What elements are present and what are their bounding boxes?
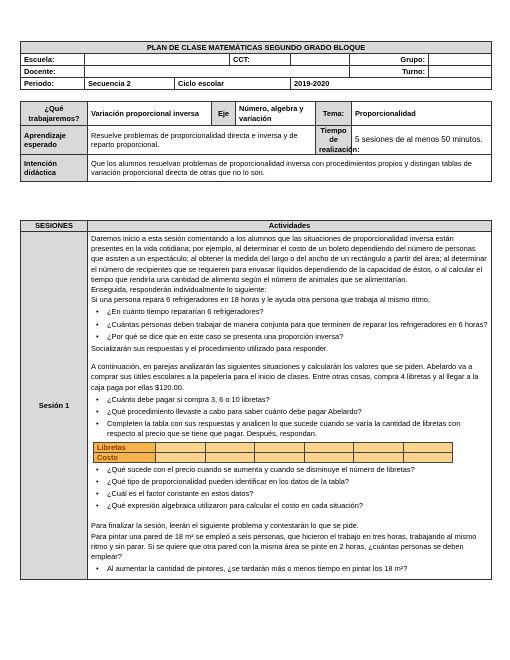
grupo-label: Grupo: — [350, 54, 429, 66]
table-cell[interactable] — [304, 442, 354, 452]
tiempo-label: Tiempo de realización: — [316, 126, 352, 155]
ciclo-value: 2019-2020 — [291, 78, 492, 90]
list-item: • ¿Qué expresión algebraica utilizaron para calcular el costo en cada situación? — [107, 501, 488, 511]
cct-value[interactable] — [291, 54, 350, 66]
docente-label: Docente: — [21, 66, 85, 78]
costo-label: Costo — [94, 452, 156, 462]
list-item: • ¿En cuánto tiempo repararían 6 refrigeradores? — [107, 307, 488, 317]
list-item: • ¿Cuánto debe pagar si compra 3, 6 o 10 libretas? — [107, 395, 488, 405]
question-list-1 — [91, 307, 488, 342]
parejas-paragraph: A continuación, en parejas analizarán las siguientes situaciones y calcularán los valores que se piden. Abelardo va a comprar sus útiles escolares a la papelería para el inicio de clases. Entre otras cosas, compra 4 libretas y al llegar a la caja paga por ellas $120.00. — [91, 362, 479, 392]
problem-1-text: Si una persona repara 6 refrigeradores en 18 horas y le ayuda otra persona que trabaja al mismo ritmo, — [91, 295, 430, 305]
session-1-label: Sesión 1 — [21, 232, 88, 580]
table-cell[interactable] — [156, 442, 206, 452]
list-item: • ¿Cuántas personas deben trabajar de manera conjunta para que terminen de reparar los refrigeradores en 6 horas? — [107, 320, 488, 330]
cct-label: CCT: — [230, 54, 291, 66]
table-cell[interactable] — [354, 442, 404, 452]
list-item: • ¿Cuál es el factor constante en estos datos? — [107, 489, 488, 499]
list-item: • ¿Qué procedimiento llevaste a cabo para saber cuánto debe pagar Abelardo? — [107, 407, 488, 417]
libretas-label: Libretas — [94, 442, 156, 452]
socializar-text: Socializarán sus respuestas y el procedimiento utilizado para responder. — [91, 344, 329, 354]
aprendizaje-label: Aprendizaje esperado — [21, 126, 88, 155]
eje-value: Número, algebra y variación — [236, 102, 316, 126]
session-1-activities — [88, 232, 492, 580]
table-cell[interactable] — [255, 452, 305, 462]
enseguida-text: Enseguida, responderán individualmente lo siguiente: — [91, 285, 267, 295]
table-cell[interactable] — [205, 452, 255, 462]
escuela-label: Escuela: — [21, 54, 85, 66]
table-cell[interactable] — [403, 442, 453, 452]
table-cell[interactable] — [156, 452, 206, 462]
secuencia-value: Secuencia 2 — [85, 78, 175, 90]
list-item: • Al aumentar la cantidad de pintores, ¿se tardarán más o menos tiempo en pintar los 18 m²? — [107, 564, 488, 574]
que-value: Variación proporcional inversa — [88, 102, 212, 126]
sessions-table — [20, 220, 492, 580]
header-table — [20, 41, 492, 90]
final-intro: Para finalizar la sesión, leerán el siguiente problema y contestarán lo que se pide. — [91, 521, 359, 531]
list-item: • Completen la tabla con sus respuestas y analicen lo que sucede cuando se varía la cantidad de libretas con respecto al precio que se tiene que pagar. Después, respondan. — [107, 419, 488, 439]
intencion-value: Que los alumnos resuelvan problemas de proporcionalidad inversa con procedimientos propios y distingan tablas de variación proporcional directa de otras que no lo son. — [88, 155, 492, 182]
libretas-costo-table — [93, 442, 453, 463]
actividades-header: Actividades — [88, 221, 492, 232]
question-list-3 — [91, 465, 488, 512]
turno-label: Turno: — [350, 66, 429, 78]
list-item: • ¿Qué sucede con el precio cuando se aumenta y cuando se disminuye el número de libretas? — [107, 465, 488, 475]
intencion-label: Intención didáctica — [21, 155, 88, 182]
intro-paragraph: Daremos inicio a esta sesión comentando a los alumnos que las situaciones de proporcionalidad inversa están presentes en la vida cotidiana; por ejemplo, al determinar el costo de un boleto dependiendo del número de personas que asisten a un espectáculo; al obtener la medida del largo o del ancho de un rectángulo a partir del área; al determinar el número de recipientes que se requieren para envasar líquidos dependiendo de la capacidad de éstos, o al calcular el tiempo que rendiría una cantidad de alimento según el número de animales que se alimentarían. — [91, 234, 487, 284]
question-list-4 — [91, 564, 488, 574]
table-cell[interactable] — [205, 442, 255, 452]
que-label: ¿Qué trabajaremos? — [21, 102, 88, 126]
grupo-value[interactable] — [429, 54, 492, 66]
table-cell[interactable] — [354, 452, 404, 462]
final-problem: Para pintar una pared de 18 m² se empleó a seis personas, que hicieron el trabajo en tres horas, trabajando al mismo ritmo y sin parar. Si se quiere que otra pared con la misma área se pinte en 2 horas, ¿cuántas personas se deben emplear? — [91, 531, 477, 562]
docente-value[interactable] — [85, 66, 350, 78]
table-cell[interactable] — [255, 442, 305, 452]
periodo-label: Periodo: — [21, 78, 85, 90]
tema-label: Tema: — [316, 102, 352, 126]
list-item: • ¿Por qué se dice que en este caso se presenta una proporción inversa? — [107, 332, 488, 342]
info-table — [20, 101, 492, 182]
sesiones-header: SESIONES — [21, 221, 88, 232]
question-list-2 — [91, 395, 488, 440]
plan-title: PLAN DE CLASE MATEMÁTICAS SEGUNDO GRADO BLOQUE — [21, 42, 492, 54]
list-item: • ¿Qué tipo de proporcionalidad pueden identificar en los datos de la tabla? — [107, 477, 488, 487]
table-cell[interactable] — [304, 452, 354, 462]
tema-value: Proporcionalidad — [352, 102, 492, 126]
eje-label: Eje — [212, 102, 236, 126]
aprendizaje-value: Resuelve problemas de proporcionalidad directa e inversa y de reparto proporcional. — [88, 126, 316, 155]
ciclo-label: Ciclo escolar — [175, 78, 291, 90]
tiempo-value: 5 sesiones de al menos 50 minutos. — [352, 126, 492, 155]
turno-value[interactable] — [429, 66, 492, 78]
escuela-value[interactable] — [85, 54, 230, 66]
table-cell[interactable] — [403, 452, 453, 462]
